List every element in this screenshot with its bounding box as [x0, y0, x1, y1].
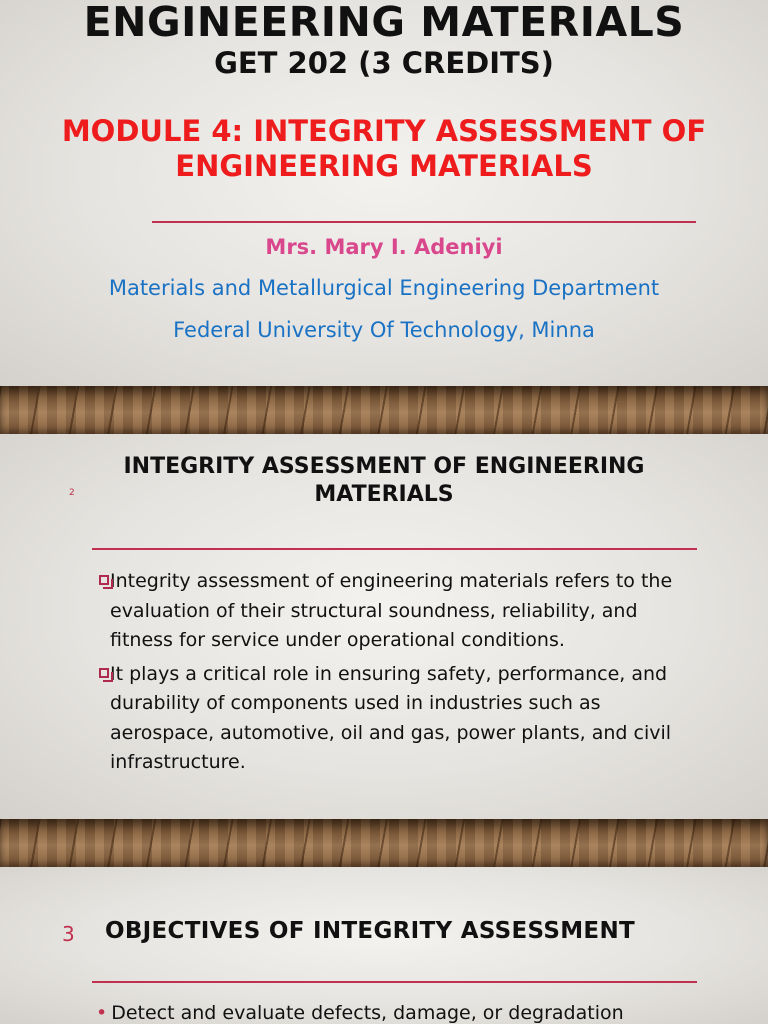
- bullet-text: Integrity assessment of engineering materials refers to the evaluation of their structural soundness, reliability, and fitness for service under operational conditions.: [110, 570, 673, 651]
- slide-heading-line-2: MATERIALS: [314, 482, 454, 507]
- slide-title: ENGINEERING MATERIALS: [83, 0, 685, 46]
- module-title: [0, 114, 768, 184]
- course-code: GET 202 (3 CREDITS): [214, 46, 554, 80]
- department-name: Materials and Metallurgical Engineering Department: [108, 276, 660, 300]
- divider-rule: [152, 221, 696, 223]
- checkbox-bullet-icon: [99, 668, 109, 678]
- divider-rule: [92, 548, 697, 550]
- university-name: Federal University Of Technology, Minna: [173, 318, 595, 342]
- slide-1: [0, 0, 768, 386]
- list-item: [96, 1002, 624, 1024]
- wood-floor-divider: [0, 386, 768, 434]
- module-title-line-1: MODULE 4: INTEGRITY ASSESSMENT OF: [61, 114, 707, 148]
- divider-rule: [92, 981, 697, 983]
- list-item: [96, 567, 696, 656]
- slide-number: 3: [62, 922, 75, 946]
- list-item: [96, 660, 696, 778]
- module-title-line-2: ENGINEERING MATERIALS: [175, 149, 593, 183]
- bullet-list: [96, 567, 696, 782]
- slide-heading: [0, 453, 768, 509]
- slide-2: [0, 434, 768, 819]
- bullet-text: Detect and evaluate defects, damage, or degradation: [111, 1002, 624, 1024]
- slide-number: 2: [69, 488, 75, 498]
- checkbox-bullet-icon: [99, 575, 109, 585]
- slide-heading: OBJECTIVES OF INTEGRITY ASSESSMENT: [105, 918, 635, 944]
- wood-floor-divider: [0, 819, 768, 867]
- bullet-text: It plays a critical role in ensuring safety, performance, and durability of components used in industries such as aerospace, automotive, oil and gas, power plants, and civil infrastructure.: [110, 662, 672, 773]
- slide-heading-line-1: INTEGRITY ASSESSMENT OF ENGINEERING: [123, 454, 645, 479]
- author-name: Mrs. Mary I. Adeniyi: [265, 235, 503, 259]
- bullet-dot-icon: •: [96, 1002, 108, 1024]
